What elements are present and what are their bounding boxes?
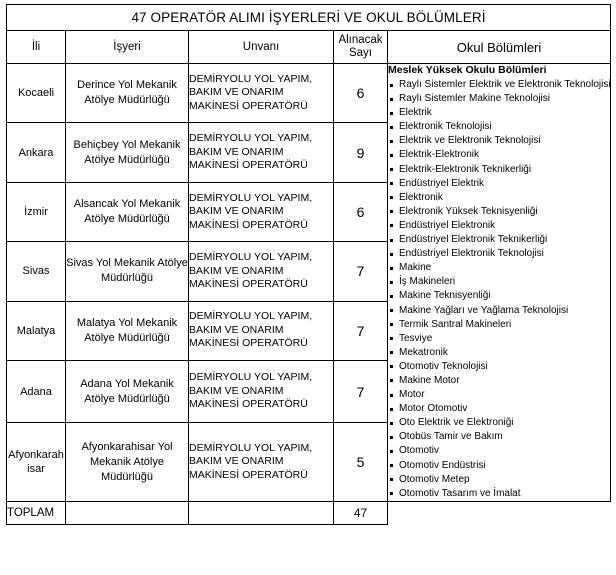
cell-isyeri: Malatya Yol Mekanik Atölye Müdürlüğü [66,301,189,360]
department-item: Elektrik-Elektronik Teknikerliği [388,163,610,177]
table-title-row [7,5,611,31]
column-header-sayi [334,31,388,64]
department-item: Elektrik-Elektronik [388,148,610,162]
total-spacer-isyeri [66,501,189,524]
table-row [7,64,611,123]
cell-il: Afyonkarahisar [7,423,66,502]
page-title: 47 OPERATÖR ALIMI İŞYERLERİ VE OKUL BÖLÜMLERİ [7,5,611,31]
department-item: Otomotiv Teknolojisi [388,360,610,374]
cell-sayi: 6 [334,64,388,123]
cell-il: Sivas [7,242,66,301]
total-spacer-bolumler [388,501,611,524]
department-item: Endüstriyel Elektronik Teknolojisi [388,247,610,261]
cell-unvan: DEMİRYOLU YOL YAPIM, BAKIM VE ONARIM MAKİNESİ OPERATÖRÜ [189,64,334,123]
table-header-row [7,31,611,64]
cell-sayi: 7 [334,242,388,301]
total-spacer-unvan [189,501,334,524]
cell-unvan: DEMİRYOLU YOL YAPIM, BAKIM VE ONARIM MAKİNESİ OPERATÖRÜ [189,360,334,422]
cell-il: İzmir [7,182,66,241]
department-item: Otomotiv Endüstrisi [388,459,610,473]
column-header-sayi-line1: Alınacak [338,34,383,46]
department-item: Otomotiv Tasarım ve İmalat [388,487,610,501]
column-header-il: İli [7,31,66,64]
department-item: Elektronik Teknolojisi [388,120,610,134]
cell-unvan: DEMİRYOLU YOL YAPIM, BAKIM VE ONARIM MAKİNESİ OPERATÖRÜ [189,182,334,241]
operator-recruitment-table [6,4,611,525]
cell-il: Ankara [7,123,66,182]
department-item: Termik Santral Makineleri [388,318,610,332]
cell-isyeri: Derince Yol Mekanik Atölye Müdürlüğü [66,64,189,123]
department-item: Makine [388,261,610,275]
department-item: Makine Yağları ve Yağlama Teknolojisi [388,304,610,318]
department-item: Elektrik [388,106,610,120]
department-item: Oto Elektrik ve Elektroniği [388,416,610,430]
department-item: Otomotiv Metep [388,473,610,487]
cell-sayi: 6 [334,182,388,241]
department-item: Endüstriyel Elektronik Teknikerliği [388,233,610,247]
cell-isyeri: Alsancak Yol Mekanik Atölye Müdürlüğü [66,182,189,241]
department-item: Otomotiv [388,444,610,458]
cell-isyeri: Sivas Yol Mekanik Atölye Müdürlüğü [66,242,189,301]
department-item: Tesviye [388,332,610,346]
column-header-unvan: Unvanı [189,31,334,64]
department-item: Raylı Sistemler Makine Teknolojisi [388,92,610,106]
department-item: Mekatronik [388,346,610,360]
cell-sayi: 7 [334,301,388,360]
cell-sayi: 7 [334,360,388,422]
cell-okul-bolumleri [388,64,611,502]
total-value: 47 [334,501,388,524]
department-item: Endüstriyel Elektrik [388,177,610,191]
cell-unvan: DEMİRYOLU YOL YAPIM, BAKIM VE ONARIM MAKİNESİ OPERATÖRÜ [189,242,334,301]
department-item: Elektrik ve Elektronik Teknolojisi [388,134,610,148]
department-item: Otobüs Tamir ve Bakım [388,430,610,444]
column-header-isyeri: İşyeri [66,31,189,64]
cell-unvan: DEMİRYOLU YOL YAPIM, BAKIM VE ONARIM MAKİNESİ OPERATÖRÜ [189,301,334,360]
departments-list [388,78,610,501]
cell-isyeri: Afyonkarahisar Yol Mekanik Atölye Müdürlüğü [66,423,189,502]
department-item: Makine Motor [388,374,610,388]
cell-il: Malatya [7,301,66,360]
cell-unvan: DEMİRYOLU YOL YAPIM, BAKIM VE ONARIM MAKİNESİ OPERATÖRÜ [189,423,334,502]
department-item: Raylı Sistemler Elektrik ve Elektronik Teknolojisi [388,78,610,92]
cell-il: Kocaeli [7,64,66,123]
department-item: Makine Teknisyenliği [388,289,610,303]
department-item: İş Makineleri [388,275,610,289]
cell-unvan: DEMİRYOLU YOL YAPIM, BAKIM VE ONARIM MAKİNESİ OPERATÖRÜ [189,123,334,182]
cell-isyeri: Behiçbey Yol Mekanik Atölye Müdürlüğü [66,123,189,182]
total-label: TOPLAM [7,501,66,524]
department-item: Endüstriyel Elektronik [388,219,610,233]
cell-sayi: 5 [334,423,388,502]
department-item: Elektronik [388,191,610,205]
table-total-row [7,501,611,524]
cell-sayi: 9 [334,123,388,182]
column-header-bolumler: Okul Bölümleri [388,31,611,64]
department-item: Motor [388,388,610,402]
departments-heading: Meslek Yüksek Okulu Bölümleri [388,64,547,76]
department-item: Elektronik Yüksek Teknisyenliği [388,205,610,219]
cell-il: Adana [7,360,66,422]
cell-isyeri: Adana Yol Mekanik Atölye Müdürlüğü [66,360,189,422]
department-item: Motor Otomotiv [388,402,610,416]
column-header-sayi-line2: Sayı [348,47,372,59]
